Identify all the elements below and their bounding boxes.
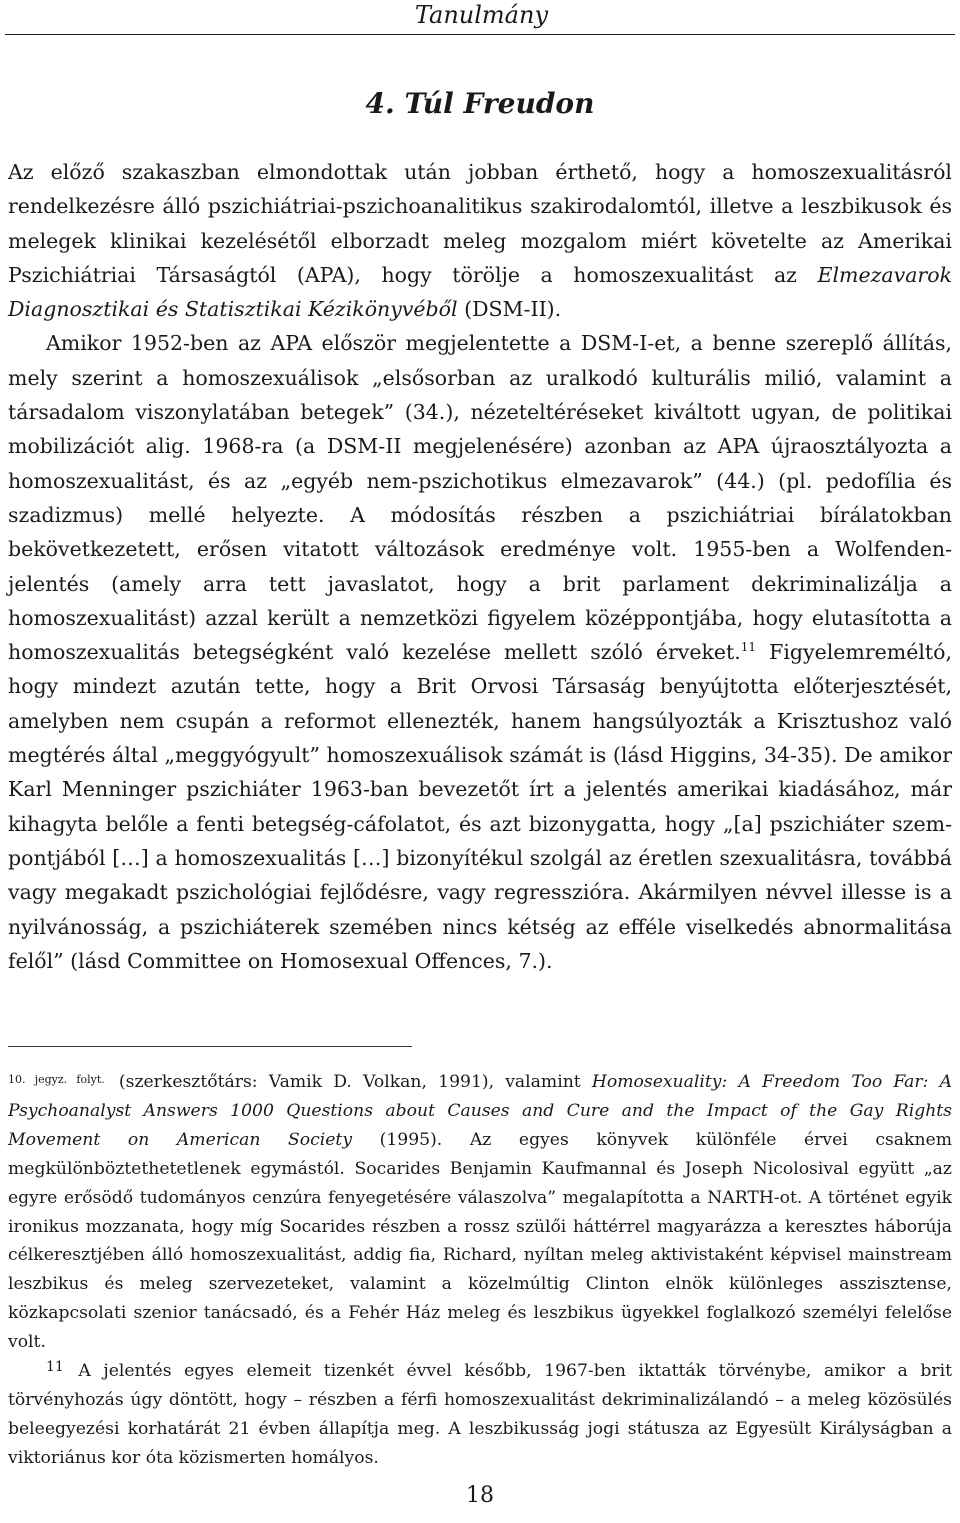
paragraph-2-text-b: Figyelemreméltó, hogy mindezt azután tette, hogy a Brit Orvosi Társaság benyújtotta előterjesztését, amelyben nem csupán a reformot ellenezték, hanem hangsúlyozták a Krisztushoz való megtérés által „meggyógyult” homoszexuálisok számát is (lásd Higgins, 34-35). De amikor Karl Menninger pszichiáter 1963-ban bevezetőt írt a jelentés amerikai kiadásához, már kihagyta belőle a fenti betegség-cáfolatot, és azt bizonygatta, hogy „[a] pszichiáter szempontjából […] a homoszexualitás […] bizonyítékul szolgál az éretlen szexualitásra, továbbá vagy megakadt pszichológiai fejlődésre, vagy regresszióra. Akármilyen névvel illesse is a nyilvánosság, a pszichiáterek szemében nincs kétség az efféle viselkedés abnormalitása felől” (lásd Committee on Homosexual Offences, 7.). (8, 640, 952, 973)
paragraph-1 (8, 155, 952, 326)
footnote-ref-11: 11 (740, 640, 757, 655)
paragraph-1-text-b: (DSM-II). (457, 297, 562, 322)
footnote-rule (8, 1046, 412, 1047)
running-header (0, 0, 960, 34)
section-heading: 4. Túl Freudon (365, 87, 595, 120)
paragraph-2-text-a: Amikor 1952-ben az APA először megjelentette a DSM-I-et, a benne szereplő állítás, mely szerint a homoszexuálisok „elsősorban az uralkodó kulturális milió, valamint a társadalom viszonylatában betegek” (34.), nézeteltéréseket kiváltott ugyan, de politikai mobilizációt alig. 1968-ra (a DSM-II megjelenésére) azonban az APA újraosztályozta a homoszexualitást, és az „egyéb nem-pszichotikus elmezavarok” (44.) (pl. pedofília és szadizmus) mellé helyezte. A módosítás részben a pszichiátriai bírálatokban bekövetkezetett, erősen vitatott változások eredménye volt. 1955-ben a Wolfenden-jelentés (amely arra tett javaslatot, hogy a brit parlament dekriminalizálja a homoszexualitást) azzal került a nemzetközi figyelem középpontjába, hogy elutasította a homoszexualitás betegségként való kezelése mellett szóló érveket. (8, 331, 952, 665)
paragraph-1-text-a: Az előző szakaszban elmondottak után jobban érthető, hogy a homoszexualitásról rendelkezésre álló pszichiátriai-pszichoanalitikus szakirodalomtól, illetve a leszbikusok és melegek klinikai kezelésétől elborzadt meleg mozgalom miért követelte az Amerikai Pszichiátriai Társaságtól (APA), hogy törölje a homoszexualitást az (8, 160, 952, 287)
footnote-11-number: 11 (46, 1359, 64, 1376)
dsm-title: Elmezavarok Diagnosztikai és Statisztikai Kézikönyvéből (8, 262, 952, 322)
footnote-10-label: 10. jegyz. folyt. (8, 1073, 105, 1086)
footnote-11-text: A jelentés egyes elemeit tizenkét évvel később, 1967-ben iktatták törvénybe, amikor a brit törvényhozás úgy döntött, hogy – részben a férfi homoszexualitást dekriminalizálandó – a meleg közösülés beleegyezési korhatárát 21 évben állapítja meg. A leszbikusság jogi státusza az Egyesült Királyságban a viktoriánus kor óta közismerten homályos. (8, 1361, 952, 1468)
paragraph-2 (8, 326, 952, 978)
footnote-10-text-a: (szerkesztőtárs: Vamik D. Volkan, 1991), valamint (107, 1072, 592, 1092)
page-number: 18 (466, 1483, 494, 1508)
footnote-10-text-b: (1995). Az egyes könyvek különféle érvei csaknem megkülönböztethetetlenek egymástól. Socarides Benjamin Kaufmannal és Joseph Nicolosival együtt „az egyre erősödő tudományos cenzúra fenyegetésére válaszolva” megalapította a NARTH-ot. A történet egyik ironikus mozzanata, hogy míg Socarides részben a rossz szülői háttérrel magyarázza a keresztes háborúja célkeresztjében álló homoszexualitást, addig fia, Richard, nyíltan meleg aktivistaként képvisel mainstream leszbikus és meleg szervezeteket, valamint a közelmúltig Clinton elnök különleges asszisztense, közkapcsolati szenior tanácsadó, és a Fehér Ház meleg és leszbikus ügyekkel foglalkozó személyi felelőse volt. (8, 1129, 952, 1353)
footnote-10 (8, 1066, 952, 1357)
footnote-11 (8, 1357, 952, 1473)
running-header-title: Tanulmány (414, 1, 548, 29)
header-rule (5, 34, 955, 35)
body-text (8, 155, 952, 978)
footnote-10-book-title: Homosexuality: A Freedom Too Far: A Psychoanalyst Answers 1000 Questions about Causes and Cure and the Impact of the Gay Rights Movement on American Society (8, 1072, 952, 1150)
footnotes (8, 1066, 952, 1473)
